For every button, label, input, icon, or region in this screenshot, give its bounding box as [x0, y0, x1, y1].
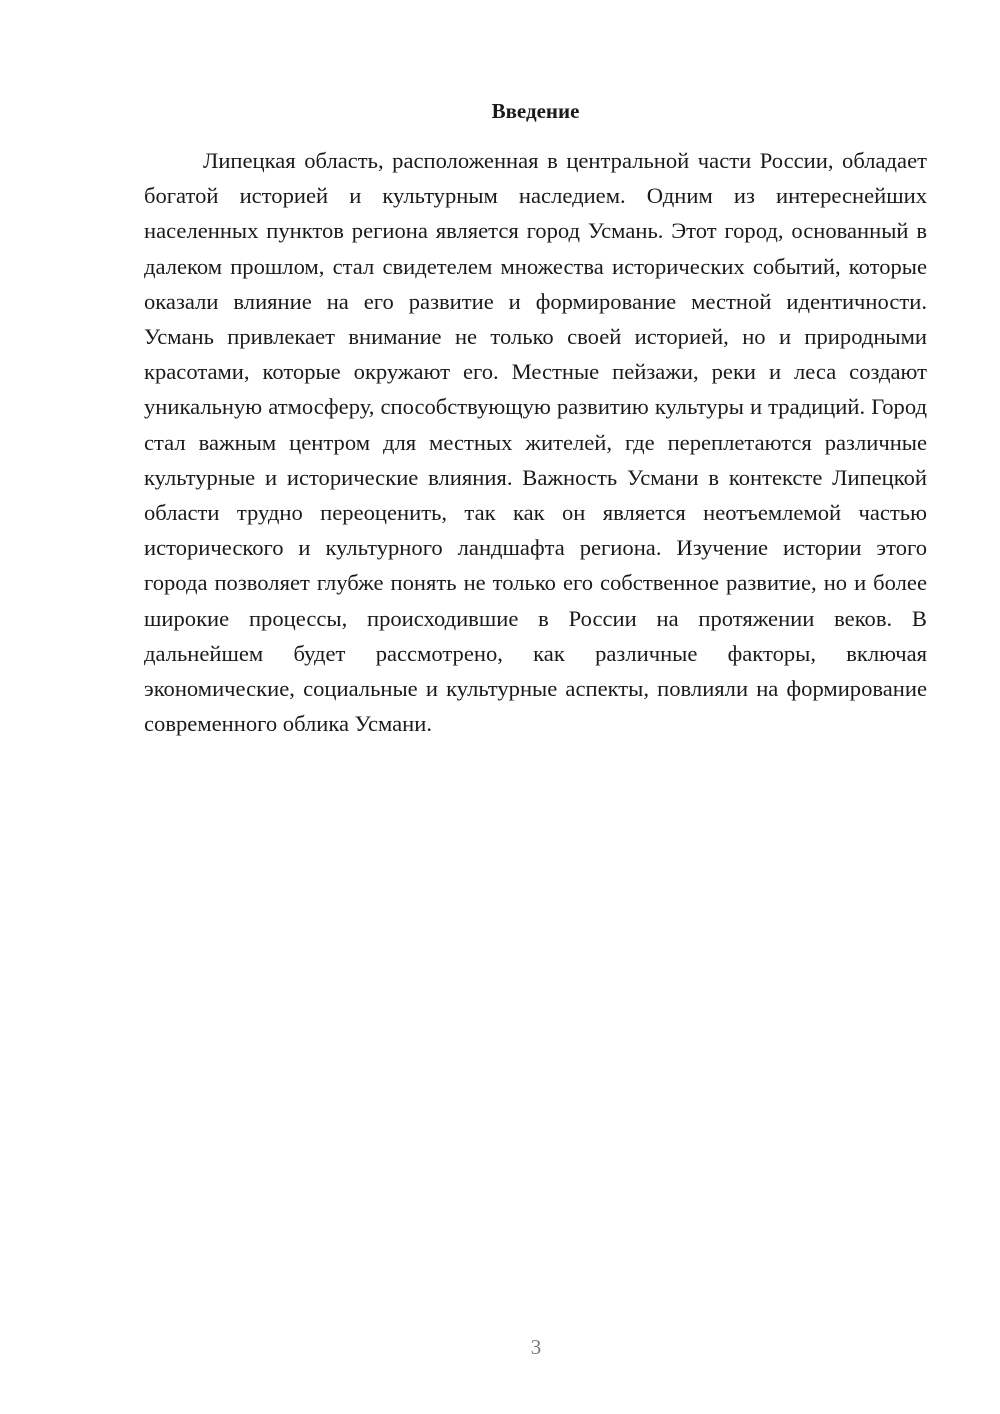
page-number: 3 — [530, 1335, 542, 1359]
section-heading: Введение — [491, 99, 580, 123]
body-paragraph: Липецкая область, расположенная в центральной части России, обладает богатой историей и культурным наследием. Одним из интереснейших населенных пунктов региона является город Усмань. Этот город, основанный в далеком прошлом, стал свидетелем множества исторических событий, которые оказали влияние на его развитие и формирование местной идентичности. Усмань привлекает внимание не только своей историей, но и природными красотами, которые окружают его. Местные пейзажи, реки и леса создают уникальную атмосферу, способствующую развитию культуры и традиций. Город стал важным центром для местных жителей, где переплетаются различные культурные и исторические влияния. Важность Усмани в контексте Липецкой области трудно переоценить, так как он является неотъемлемой частью исторического и культурного ландшафта региона. Изучение истории этого города позволяет глубже понять не только его собственное развитие, но и более широкие процессы, происходившие в России на протяжении веков. В дальнейшем будет рассмотрено, как различные факторы, включая экономические, социальные и культурные аспекты, повлияли на формирование современного облика Усмани. — [144, 148, 927, 737]
